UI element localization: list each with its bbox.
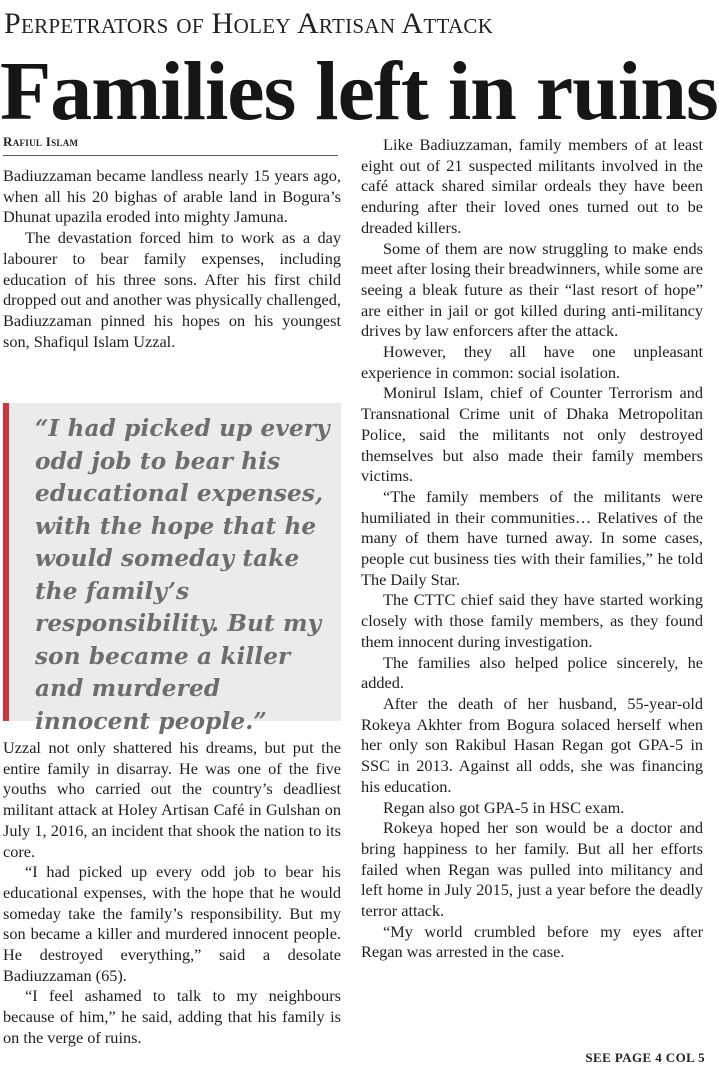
paragraph: Some of them are now struggling to make ends meet after losing their breadwinners, while some are seeing a bleak future as their “last resort of hope” are either in jail or got killed during anti-militancy drives by law enforcers after the attack.	[361, 238, 703, 341]
paragraph: Regan also got GPA-5 in HSC exam.	[383, 797, 625, 817]
right-column	[361, 135, 703, 963]
paragraph: The CTTC chief said they have started working closely with those family members, as they found them innocent during investigation.	[361, 590, 703, 651]
paragraph: Rokeya hoped her son would be a doctor and bring happiness to her family. But all her efforts failed when Regan was pulled into militancy and left home in July 2015, just a year before the deadly terror attack.	[361, 818, 703, 921]
paragraph: Badiuzzaman became landless nearly 15 years ago, when all his 20 bighas of arable land in Bogura’s Dhunat upazila eroded into mighty Jamuna.	[3, 166, 341, 227]
paragraph: “My world crumbled before my eyes after Regan was arrested in the case.	[361, 921, 703, 962]
pull-quote-box	[3, 403, 341, 735]
paragraph: Monirul Islam, chief of Counter Terrorism and Transnational Crime unit of Dhaka Metropolitan Police, said the militants not only destroyed themselves but also made their family members victims.	[361, 383, 703, 486]
paragraph: The devastation forced him to work as a day labourer to bear family expenses, including education of his three sons. After his first child dropped out and another was physically challenged, Badiuzzaman pinned his hopes on his youngest son, Shafiqul Islam Uzzal.	[3, 228, 341, 351]
pull-quote-text: “I had picked up every odd job to bear his educational expenses, with the hope that he would someday take the family’s responsibility. But my son became a killer and murdered innocent people.”	[35, 415, 330, 735]
paragraph: “The family members of the militants were humiliated in their communities… Relatives of the many of them have turned away. In some cases, people cut business ties with their families,” he told The Daily Star.	[361, 486, 703, 589]
paragraph: The families also helped police sincerely, he added.	[361, 652, 703, 693]
paragraph: Uzzal not only shattered his dreams, but put the entire family in disarray. He was one of the five youths who carried out the country’s deadliest militant attack at Holey Artisan Café in Gulshan on July 1, 2016, an incident that shook the nation to its core.	[3, 738, 341, 861]
byline: Rafiul Islam	[3, 134, 338, 156]
paragraph: Like Badiuzzaman, family members of at least eight out of 21 suspected militants involved in the café attack shared similar ordeals they have been enduring after their loved ones turned out to be dreaded killers.	[361, 135, 703, 237]
continuation-jump-line: SEE PAGE 4 COL 5	[585, 1050, 705, 1065]
paragraph: After the death of her husband, 55-year-old Rokeya Akhter from Bogura solaced herself when her only son Rakibul Hasan Regan got GPA-5 in SSC in 2013. Against all odds, she was financing his education.	[361, 693, 703, 796]
left-column-top	[3, 166, 341, 352]
paragraph: “I had picked up every odd job to bear his educational expenses, with the hope that he would someday take the family’s responsibility. But my son became a killer and murdered innocent people. He destroyed everything,” said a desolate Badiuzzaman (65).	[3, 862, 341, 985]
paragraph: “I feel ashamed to talk to my neighbours because of him,” he said, adding that his family is on the verge of ruins.	[3, 986, 341, 1047]
paragraph: However, they all have one unpleasant experience in common: social isolation.	[361, 342, 703, 382]
headline: Families left in ruins	[0, 45, 718, 138]
left-column-bottom	[3, 738, 341, 1049]
section-kicker: Perpetrators of Holey Artisan Attack	[4, 7, 494, 40]
